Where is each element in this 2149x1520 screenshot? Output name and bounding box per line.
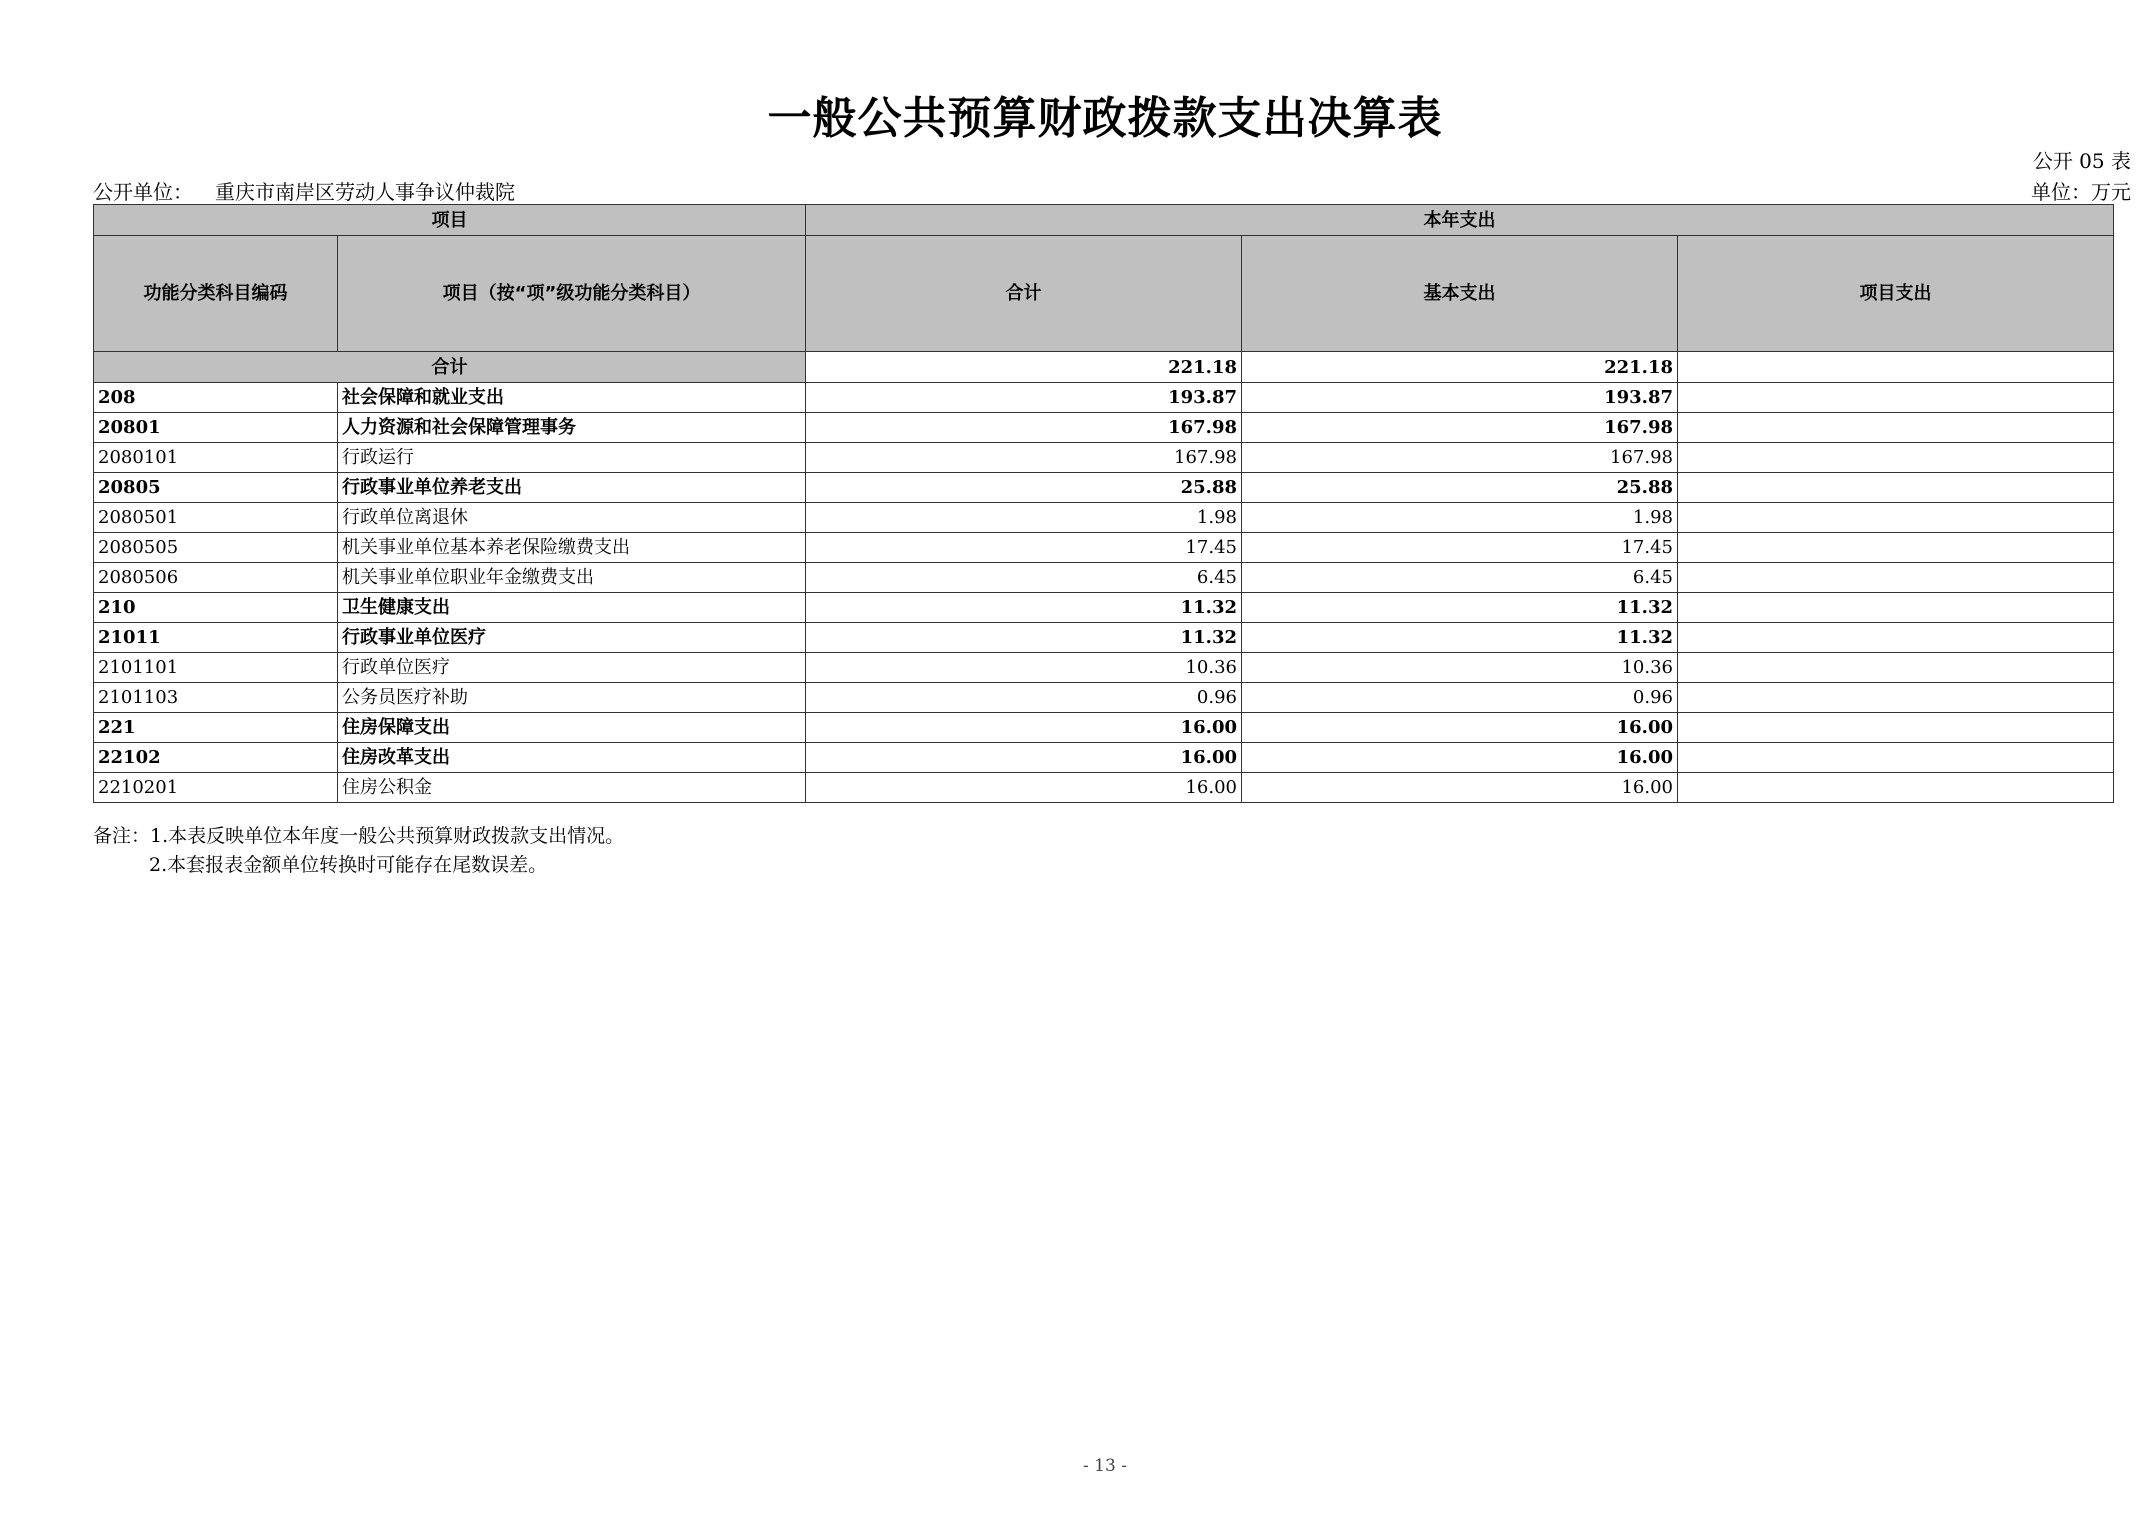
cell-basic: 11.32 [1242,623,1678,653]
cell-basic: 193.87 [1242,383,1678,413]
cell-code: 2080505 [94,533,338,563]
table-row [94,773,2114,803]
cell-code: 208 [94,383,338,413]
table-row [94,413,2114,443]
cell-project [1678,653,2114,683]
header-project: 项目支出 [1678,236,2114,352]
unit-name: 重庆市南岸区劳动人事争议仲裁院 [215,180,515,204]
table-row [94,653,2114,683]
cell-name: 卫生健康支出 [338,593,806,623]
cell-code: 2101101 [94,653,338,683]
cell-project [1678,593,2114,623]
cell-basic: 6.45 [1242,563,1678,593]
cell-project [1678,683,2114,713]
cell-basic: 1.98 [1242,503,1678,533]
total-total: 221.18 [806,352,1242,383]
cell-code: 221 [94,713,338,743]
cell-code: 210 [94,593,338,623]
cell-total: 16.00 [806,773,1242,803]
cell-total: 11.32 [806,593,1242,623]
cell-basic: 167.98 [1242,443,1678,473]
cell-name: 机关事业单位职业年金缴费支出 [338,563,806,593]
cell-name: 住房改革支出 [338,743,806,773]
cell-total: 17.45 [806,533,1242,563]
cell-project [1678,563,2114,593]
currency-unit: 单位：万元 [2031,180,2131,204]
table-number: 公开 05 表 [2032,149,2131,173]
cell-total: 193.87 [806,383,1242,413]
cell-total: 16.00 [806,713,1242,743]
cell-total: 11.32 [806,623,1242,653]
cell-project [1678,713,2114,743]
cell-total: 167.98 [806,443,1242,473]
table-row [94,503,2114,533]
table-row [94,383,2114,413]
total-project [1678,352,2114,383]
table-row [94,743,2114,773]
cell-code: 22102 [94,743,338,773]
cell-basic: 17.45 [1242,533,1678,563]
cell-project [1678,443,2114,473]
cell-basic: 25.88 [1242,473,1678,503]
cell-basic: 10.36 [1242,653,1678,683]
header-row-columns [94,236,2114,352]
cell-project [1678,503,2114,533]
total-basic: 221.18 [1242,352,1678,383]
cell-total: 1.98 [806,503,1242,533]
table-row [94,683,2114,713]
cell-code: 2101103 [94,683,338,713]
table-row [94,593,2114,623]
cell-code: 2080101 [94,443,338,473]
header-current-year-group: 本年支出 [806,205,2114,236]
table-row [94,533,2114,563]
cell-name: 住房公积金 [338,773,806,803]
header-total: 合计 [806,236,1242,352]
cell-project [1678,533,2114,563]
table-row [94,473,2114,503]
cell-total: 16.00 [806,743,1242,773]
cell-project [1678,773,2114,803]
cell-code: 2080501 [94,503,338,533]
cell-total: 167.98 [806,413,1242,443]
header-project-group: 项目 [94,205,806,236]
header-basic: 基本支出 [1242,236,1678,352]
cell-basic: 11.32 [1242,593,1678,623]
cell-basic: 16.00 [1242,713,1678,743]
cell-project [1678,413,2114,443]
total-label: 合计 [94,352,806,383]
table-row [94,623,2114,653]
cell-name: 人力资源和社会保障管理事务 [338,413,806,443]
note-2: 2.本套报表金额单位转换时可能存在尾数误差。 [149,854,548,876]
cell-name: 机关事业单位基本养老保险缴费支出 [338,533,806,563]
table-row [94,563,2114,593]
cell-total: 6.45 [806,563,1242,593]
cell-name: 行政事业单位养老支出 [338,473,806,503]
cell-name: 社会保障和就业支出 [338,383,806,413]
data-rows [94,383,2114,803]
header-code: 功能分类科目编码 [94,236,338,352]
cell-name: 行政事业单位医疗 [338,623,806,653]
table-row [94,713,2114,743]
cell-code: 2210201 [94,773,338,803]
header-row-group [94,205,2114,236]
cell-code: 20801 [94,413,338,443]
cell-basic: 167.98 [1242,413,1678,443]
cell-name: 行政单位离退休 [338,503,806,533]
note-1: 备注：1.本表反映单位本年度一般公共预算财政拨款支出情况。 [93,825,625,847]
unit-label: 公开单位： [93,180,193,204]
cell-project [1678,743,2114,773]
cell-project [1678,383,2114,413]
notes [93,822,624,880]
header-name: 项目（按“项”级功能分类科目） [338,236,806,352]
cell-project [1678,473,2114,503]
cell-project [1678,623,2114,653]
page-number: - 13 - [1083,1456,1127,1476]
meta-row [93,176,2131,202]
cell-basic: 16.00 [1242,743,1678,773]
cell-name: 行政运行 [338,443,806,473]
cell-total: 25.88 [806,473,1242,503]
cell-basic: 16.00 [1242,773,1678,803]
cell-code: 2080506 [94,563,338,593]
cell-name: 公务员医疗补助 [338,683,806,713]
page-title: 一般公共预算财政拨款支出决算表 [767,93,1443,144]
expenditure-table [93,204,2114,803]
cell-basic: 0.96 [1242,683,1678,713]
cell-total: 0.96 [806,683,1242,713]
total-row [94,352,2114,383]
cell-code: 20805 [94,473,338,503]
cell-name: 住房保障支出 [338,713,806,743]
cell-name: 行政单位医疗 [338,653,806,683]
cell-total: 10.36 [806,653,1242,683]
cell-code: 21011 [94,623,338,653]
table-row [94,443,2114,473]
